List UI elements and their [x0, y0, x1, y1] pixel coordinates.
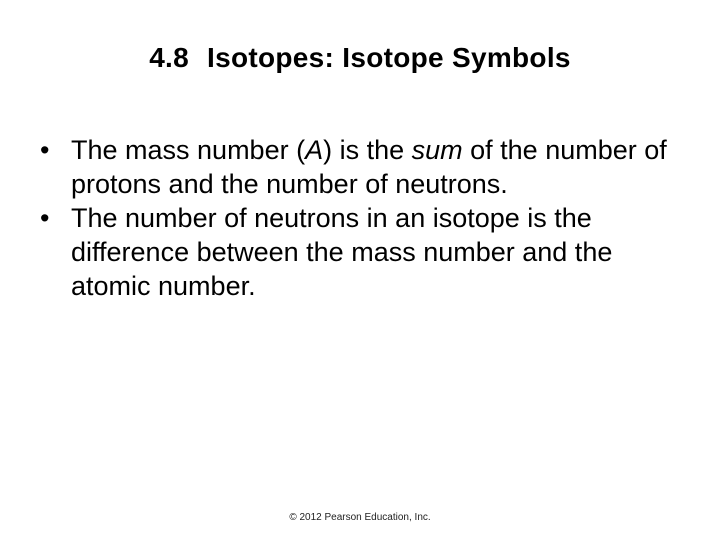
bullet-text-part: The mass number (	[71, 135, 306, 165]
bullet-list	[40, 133, 680, 303]
copyright-footer: © 2012 Pearson Education, Inc.	[289, 512, 431, 523]
bullet-marker: •	[40, 203, 50, 233]
bullet-marker: •	[40, 135, 50, 165]
bullet-item-mass-number	[40, 133, 680, 201]
bullet-text: The number of neutrons in an isotope is the difference between the mass number and the atomic number.	[71, 203, 613, 301]
section-number: 4.8	[149, 42, 190, 73]
bullet-text-part: of the number of protons and the number of neutrons.	[71, 135, 667, 199]
title-text: Isotopes: Isotope Symbols	[207, 42, 571, 73]
bullet-item-neutron-count	[40, 201, 680, 303]
italic-variable-a: A	[305, 135, 324, 165]
bullet-text-part: ) is the	[323, 135, 412, 165]
slide-title	[0, 40, 720, 76]
italic-word-sum: sum	[411, 135, 463, 165]
